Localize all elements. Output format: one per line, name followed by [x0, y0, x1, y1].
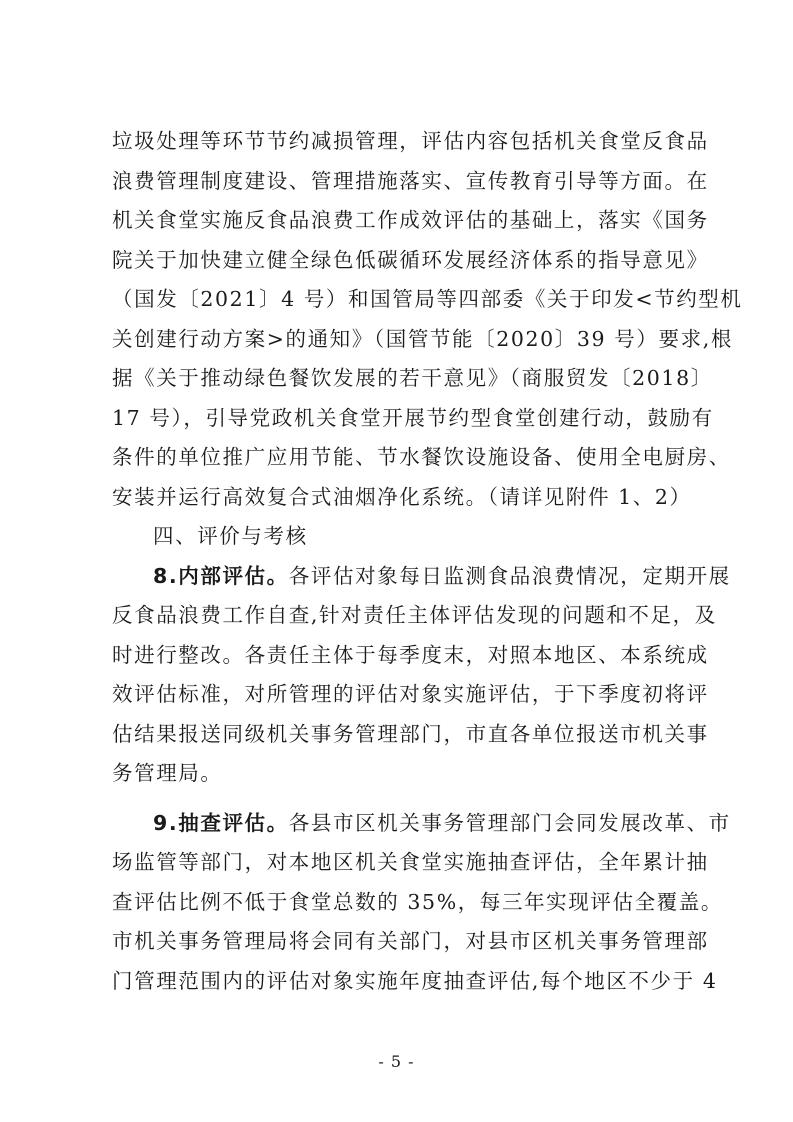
item-8-first-line — [112, 557, 731, 597]
paragraph-gap — [112, 794, 702, 804]
text-line: 垃圾处理等环节节约减损管理，评估内容包括机关食堂反食品 — [112, 129, 709, 153]
text-line: 反食品浪费工作自查,针对责任主体评估发现的问题和不足，及 — [112, 603, 717, 627]
page-number: - 5 - — [378, 1052, 415, 1071]
item-9-paragraph — [112, 804, 731, 844]
text-line: 机关食堂实施反食品浪费工作成效评估的基础上，落实《国务 — [112, 208, 709, 232]
body-text — [112, 122, 743, 1001]
text-line: 效评估标准，对所管理的评估对象实施评估，于下季度初将评 — [112, 682, 709, 706]
item-9-lead: 9.抽查评估。 — [153, 810, 289, 835]
text-line: 时进行整改。各责任主体于每季度末，对照本地区、本系统成 — [112, 642, 709, 667]
item-9-first-line — [112, 804, 731, 844]
text-line: 查评估比例不低于食堂总数的 35%，每三年实现评估全覆盖。 — [112, 889, 723, 914]
text-line: 务管理局。 — [112, 761, 223, 785]
text-line: 17 号），引导党政机关食堂开展节约型食堂创建行动，鼓励有 — [112, 405, 714, 430]
text-line: 条件的单位推广应用节能、节水餐饮设施设备、使用全电厨房、 — [112, 445, 731, 469]
item-9-first-line-rest: 各县市区机关事务管理部门会同发展改革、市 — [288, 810, 731, 835]
text-line: 市机关事务管理局将会同有关部门，对县市区机关事务管理部 — [112, 929, 709, 953]
section-heading — [112, 517, 702, 557]
text-line: 院关于加快建立健全绿色低碳循环发展经济体系的指导意见》 — [112, 247, 709, 272]
text-line: 场监管等部门，对本地区机关食堂实施抽查评估，全年累计抽 — [112, 850, 709, 874]
item-8-first-line-rest: 各评估对象每日监测食品浪费情况，定期开展 — [288, 563, 731, 588]
item-8-lead: 8.内部评估。 — [153, 563, 289, 588]
continuation-paragraph — [112, 122, 743, 517]
text-line: 门管理范围内的评估对象实施年度抽查评估,每个地区不少于 4 — [112, 968, 718, 993]
text-line: 据《关于推动绿色餐饮发展的若干意见》（商服贸发〔2018〕 — [112, 366, 713, 390]
text-line: 浪费管理制度建设、管理措施落实、宣传教育引导等方面。在 — [112, 168, 709, 193]
item-8-paragraph — [112, 557, 731, 597]
item-9-continuation — [112, 843, 723, 1001]
section-heading-text: 四、评价与考核 — [153, 524, 308, 548]
text-line: 关创建行动方案>的通知》（国管节能〔2020〕39 号）要求,根 — [112, 326, 733, 351]
text-line: 估结果报送同级机关事务管理部门，市直各单位报送市机关事 — [112, 721, 709, 746]
text-line: （国发〔2021〕4 号）和国管局等四部委《关于印发<节约型机 — [112, 287, 743, 311]
text-line: 安装并运行高效复合式油烟净化系统。（请详见附件 1、2） — [112, 484, 692, 509]
item-8-continuation — [112, 596, 717, 794]
